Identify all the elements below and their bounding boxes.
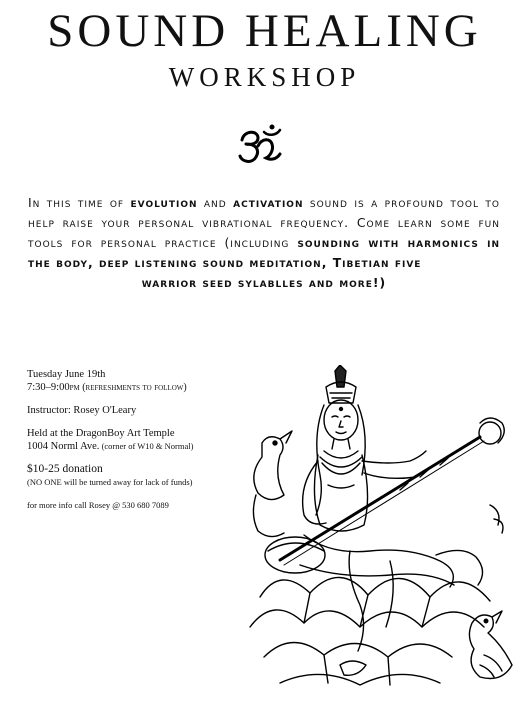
- venue-note: (corner of W10 & Normal): [99, 441, 194, 451]
- keyword-evolution: evolution: [130, 195, 198, 210]
- instructor: Instructor: Rosey O'Leary: [27, 405, 137, 416]
- event-date: Tuesday June 19th: [27, 369, 106, 380]
- practice-list: sounding with harmonics in the body, deep listening sound meditation, Tibetian five: [28, 235, 500, 270]
- donation-note: (NO ONE will be turned away for lack of funds): [27, 477, 193, 487]
- saraswati-illustration: [240, 365, 529, 700]
- intro-paragraph: In this time of evolution and activation sound is a profound tool to help raise your personal vibrational frequency. Come learn some fun tools for personal practice (including sounding with harmonics in the body, deep listening sound meditation, Tibetian five warrior seed sylablles and more!): [28, 193, 500, 293]
- keyword-activation: activation: [233, 195, 304, 210]
- page-title: SOUND HEALING: [47, 5, 482, 57]
- donation: $10-25 donation: [27, 463, 103, 475]
- practice-list-end: warrior seed sylablles and more!): [141, 275, 387, 290]
- event-time-note: pm (refreshments to follow): [69, 382, 187, 393]
- contact-info: for more info call Rosey @ 530 680 7089: [27, 500, 169, 510]
- event-details: [27, 368, 267, 522]
- event-time: 7:30–9:00: [27, 382, 70, 393]
- page-subtitle: WORKSHOP: [168, 62, 361, 92]
- om-icon: [236, 124, 286, 166]
- venue-name: Held at the DragonBoy Art Temple: [27, 428, 175, 439]
- venue-address: 1004 Norml Ave.: [27, 441, 100, 452]
